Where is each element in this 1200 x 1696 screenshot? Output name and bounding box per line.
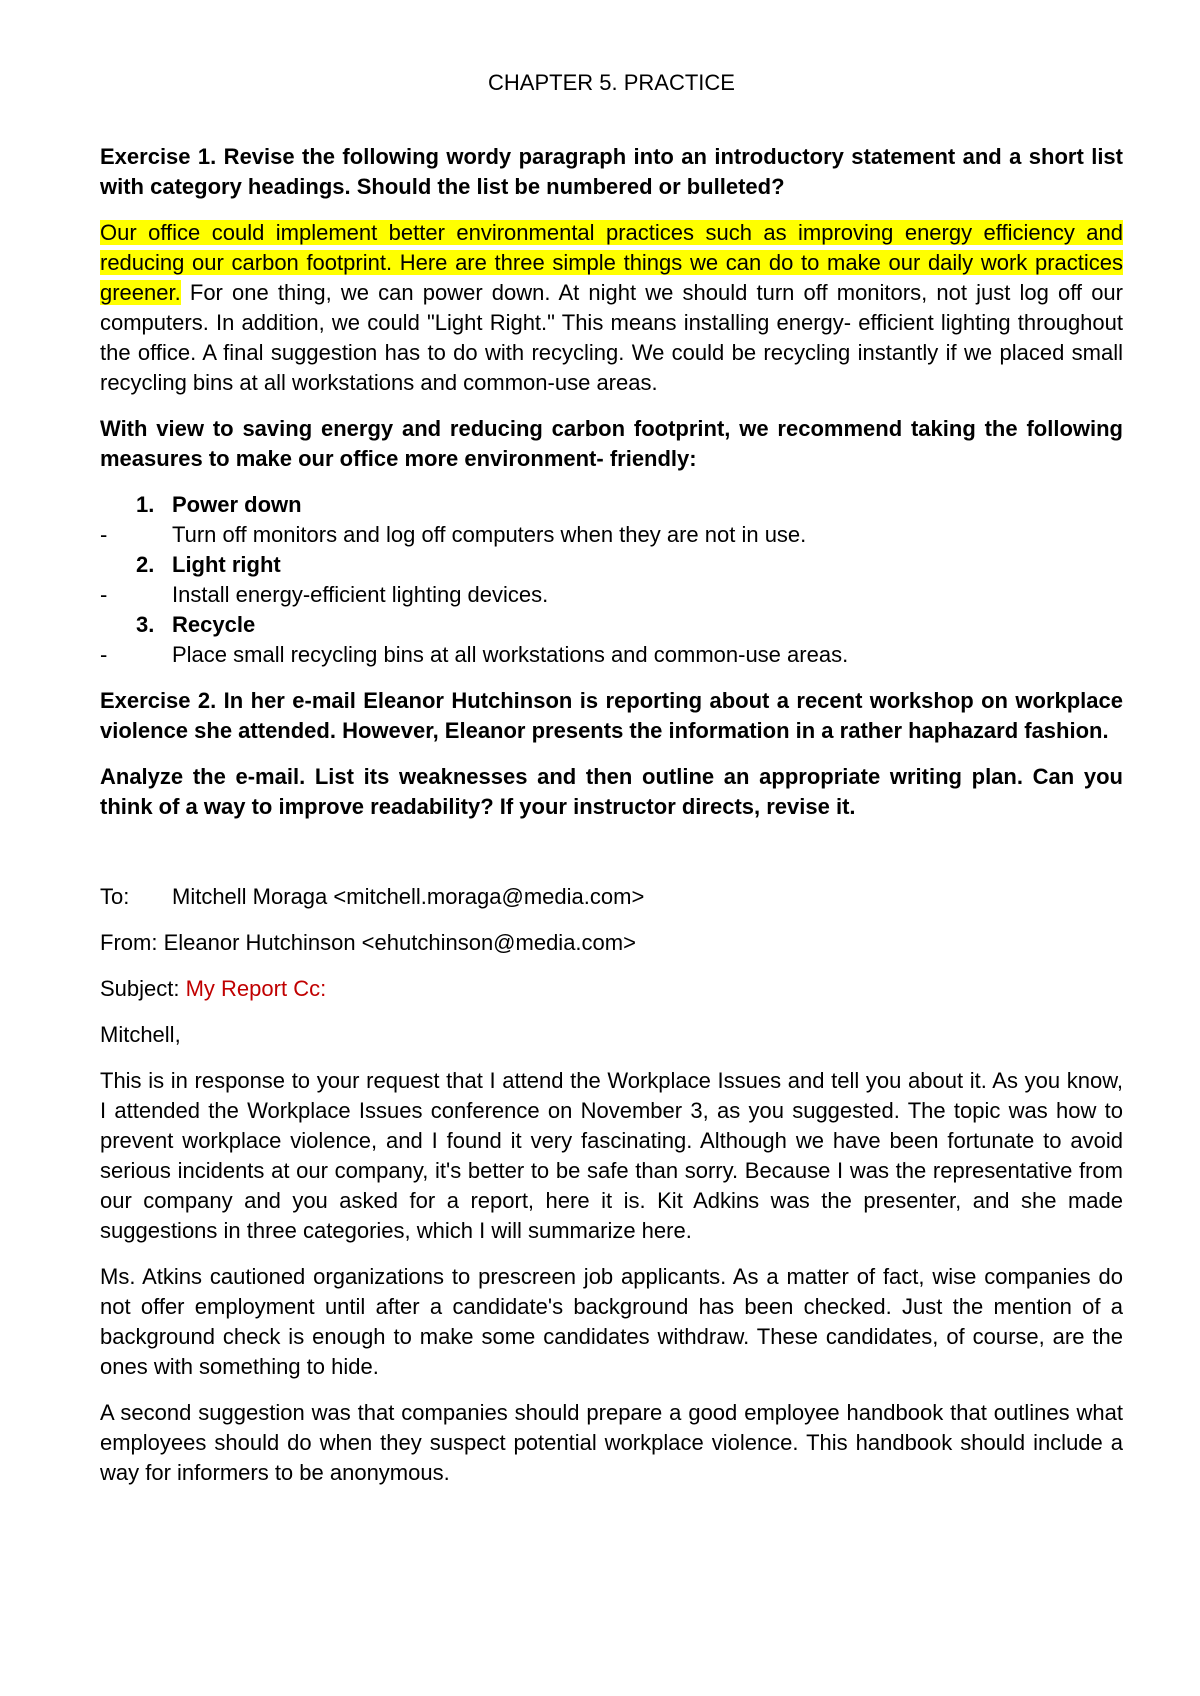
highlighted-intro-text: Our office could implement better environmental practices such as improving energy efficiency and reducing our carbon footprint. Here are three simple things we can do to make our daily work practices greener.: [100, 220, 1123, 305]
list-item: [100, 490, 1123, 550]
list-dash: -: [100, 582, 108, 607]
email-from-line: [100, 928, 1123, 958]
list-heading: Power down: [172, 492, 302, 517]
email-from-value: Eleanor Hutchinson <ehutchinson@media.com>: [157, 930, 636, 955]
list-dash: -: [100, 522, 108, 547]
list-dash: -: [100, 642, 108, 667]
exercise-2-prompt: Exercise 2. In her e-mail Eleanor Hutchinson is reporting about a recent workshop on workplace violence she attended. However, Eleanor presents the information in a rather haphazard fashion.: [100, 688, 1123, 743]
wordy-paragraph-rest: For one thing, we can power down. At night we should turn off monitors, not just log off our computers. In addition, we could "Light Right." This means installing energy- efficient lighting throughout the office. A final suggestion has to do with recycling. We could be recycling instantly if we placed small recycling bins at all workstations and common-use areas.: [100, 280, 1123, 395]
email-paragraph: Ms. Atkins cautioned organizations to prescreen job applicants. As a matter of fact, wise companies do not offer employment until after a candidate's background has been checked. Just the mention of a background check is enough to make some candidates withdraw. These candidates, of course, are the ones with something to hide.: [100, 1264, 1123, 1379]
email-paragraph: A second suggestion was that companies should prepare a good employee handbook that outlines what employees should do when they suspect potential workplace violence. This handbook should include a way for informers to be anonymous.: [100, 1400, 1123, 1485]
list-number: 1.: [136, 492, 155, 517]
section-spacer: [100, 838, 1123, 882]
list-heading: Light right: [172, 552, 281, 577]
exercise-1-prompt: Exercise 1. Revise the following wordy paragraph into an introductory statement and a short list with category headings. Should the list be numbered or bulleted?: [100, 144, 1123, 199]
email-subject-line: [100, 974, 1123, 1004]
list-detail: Install energy-efficient lighting devices.: [172, 582, 549, 607]
exercise-2-instructions: Analyze the e-mail. List its weaknesses and then outline an appropriate writing plan. Can you think of a way to improve readability? If your instructor directs, revise it.: [100, 764, 1123, 819]
document-page: [100, 68, 1123, 1504]
list-detail: Turn off monitors and log off computers when they are not in use.: [172, 522, 807, 547]
email-to-line: [100, 882, 1123, 912]
list-number: 3.: [136, 612, 155, 637]
email-to-value: Mitchell Moraga <mitchell.moraga@media.com>: [172, 884, 645, 909]
email-subject-label: Subject:: [100, 976, 186, 1001]
email-greeting: Mitchell,: [100, 1022, 181, 1047]
email-subject-value: My Report Cc:: [185, 976, 327, 1001]
list-item: [100, 550, 1123, 610]
list-heading: Recycle: [172, 612, 256, 637]
email-paragraph: This is in response to your request that I attend the Workplace Issues and tell you about it. As you know, I attended the Workplace Issues conference on November 3, as you suggested. The topic was how to prevent workplace violence, and I found it very fascinating. Although we have been fortunate to avoid serious incidents at our company, it's better to be safe than sorry. Because I was the representative from our company and you asked for a report, here it is. Kit Adkins was the presenter, and she made suggestions in three categories, which I will summarize here.: [100, 1068, 1123, 1243]
list-detail: Place small recycling bins at all workstations and common-use areas.: [172, 642, 849, 667]
email-to-label: To:: [100, 884, 130, 909]
measures-list: [100, 490, 1123, 670]
wordy-paragraph: [100, 218, 1123, 398]
list-number: 2.: [136, 552, 155, 577]
list-item: [100, 610, 1123, 670]
email-from-label: From:: [100, 930, 158, 955]
chapter-title: CHAPTER 5. PRACTICE: [488, 70, 735, 95]
intro-statement: With view to saving energy and reducing carbon footprint, we recommend taking the following measures to make our office more environment- friendly:: [100, 416, 1123, 471]
